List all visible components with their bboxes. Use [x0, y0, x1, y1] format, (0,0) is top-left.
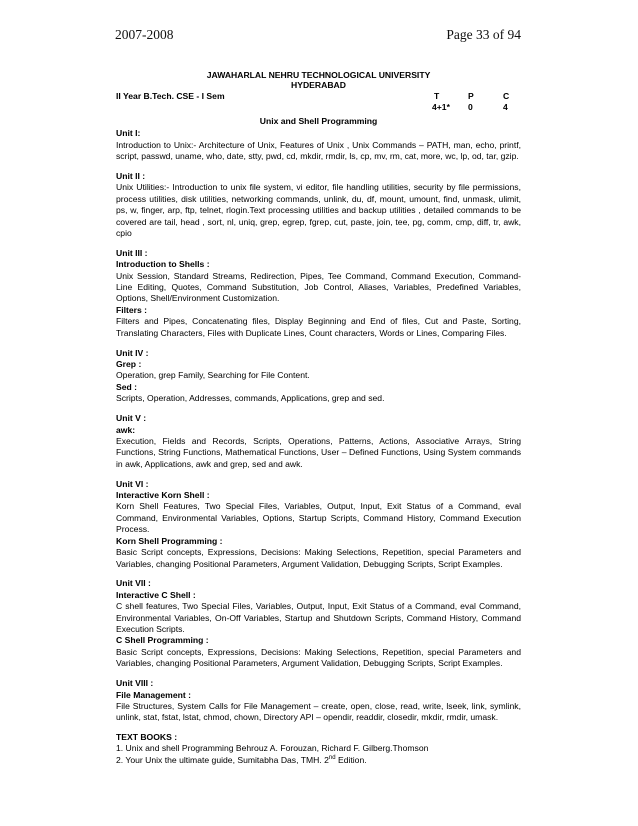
- unit-subheading: Interactive C Shell :: [116, 589, 196, 600]
- unit-title: Unit II :: [116, 170, 146, 181]
- unit-body: Korn Shell Features, Two Special Files, Variables, Output, Input, Exit Status of a Command, eval Command, Environmental Variables, Options, Startup Scripts, Command History, Command Execution Process.: [116, 501, 521, 535]
- textbooks-title: TEXT BOOKS :: [116, 731, 178, 742]
- unit-body: Scripts, Operation, Addresses, commands, Applications, grep and sed.: [116, 393, 385, 404]
- unit-subheading: Grep :: [116, 359, 142, 369]
- unit-subheading: awk:: [116, 424, 136, 435]
- column-p-value: 0: [468, 102, 473, 113]
- unit-body: Unix Session, Standard Streams, Redirection, Pipes, Tee Command, Command Execution, Command-Line Editing, Quotes, Command Substitution, Job Control, Aliases, Variables, Predefined Variables, Options, Shell/Environment Customization.: [116, 270, 521, 304]
- unit-7-section: [116, 578, 521, 669]
- textbook-item-suffix: Edition.: [335, 754, 367, 765]
- unit-title: Unit I:: [116, 128, 141, 139]
- textbooks-section: [116, 732, 521, 766]
- unit-title: Unit VI :: [116, 478, 149, 489]
- unit-2-section: [116, 171, 521, 239]
- unit-4-section: [116, 348, 521, 405]
- column-c-label: C: [503, 91, 510, 101]
- unit-body: Unix Utilities:- Introduction to unix file system, vi editor, file handling utilities, security by file permissions, process utilities, disk utilities, networking commands, unlink, du, df, mount, umount, find, unmask, ulimit, ps, w, finger, arp, ftp, telnet, rlogin.Text processing utilities and backup utilities , detailed commands to be covered are tail, head , sort, nl, uniq, grep, egrep, fgrep, cut, paste, join, tee, pg, comm, cmp, diff, tr, awk, cpio: [116, 182, 521, 238]
- column-t-value: 4+1*: [432, 102, 450, 113]
- textbook-item-text: 2. Your Unix the ultimate guide, Sumitabha Das, TMH. 2: [116, 754, 329, 765]
- textbook-item: 1. Unix and shell Programming Behrouz A. Forouzan, Richard F. Gilberg.Thomson: [116, 743, 429, 754]
- header-year-range: 2007-2008: [115, 27, 174, 42]
- column-c-value: 4: [503, 102, 508, 113]
- column-p-label: P: [468, 91, 474, 101]
- unit-body: Basic Script concepts, Expressions, Decisions: Making Selections, Repetition, special Parameters and Variables, changing Positional Parameters, Argument Validation, Debugging Scripts, Script Examples.: [116, 547, 521, 569]
- university-city: HYDERABAD: [291, 80, 346, 90]
- unit-body: Operation, grep Family, Searching for File Content.: [116, 370, 310, 381]
- unit-subheading: Sed :: [116, 381, 138, 392]
- unit-6-section: [116, 479, 521, 570]
- unit-title: Unit V :: [116, 413, 147, 424]
- university-name: JAWAHARLAL NEHRU TECHNOLOGICAL UNIVERSITY: [206, 70, 431, 80]
- syllabus-content: [116, 70, 521, 766]
- course-info-row: [116, 91, 521, 102]
- unit-title: Unit III :: [116, 247, 148, 258]
- subject-title: Unix and Shell Programming: [259, 115, 378, 126]
- column-t-label: T: [434, 91, 440, 101]
- unit-subheading: Interactive Korn Shell :: [116, 490, 210, 501]
- unit-subheading: C Shell Programming :: [116, 635, 209, 646]
- edition-superscript: nd: [328, 754, 336, 761]
- unit-body: File Structures, System Calls for File Management – create, open, close, read, write, lseek, link, symlink, unlink, stat, fstat, lstat, chmod, chown, Directory API – opendir, readdir, closedir, mkdir, rmdir, umask.: [116, 700, 521, 723]
- course-credits-row: [116, 102, 521, 113]
- unit-subheading: File Management :: [116, 689, 191, 700]
- unit-3-section: [116, 248, 521, 339]
- unit-subheading: Korn Shell Programming :: [116, 535, 223, 546]
- unit-1-section: [116, 128, 521, 162]
- year-semester: II Year B.Tech. CSE - I Sem: [116, 91, 225, 101]
- unit-body: Execution, Fields and Records, Scripts, Operations, Patterns, Actions, Associative Arrays, String Functions, String Functions, Mathematical Functions, User – Defined Functions, Using System commands in awk, Applications, awk and grep, sed and awk.: [116, 435, 521, 469]
- unit-5-section: [116, 413, 521, 470]
- unit-title: Unit VIII :: [116, 678, 154, 689]
- unit-body: Basic Script concepts, Expressions, Decisions: Making Selections, Repetition, special Parameters and Variables, changing Positional Parameters, Argument Validation, Debugging Scripts, Script Examples.: [116, 646, 521, 669]
- unit-body: Filters and Pipes, Concatenating files, Display Beginning and End of files, Cut and Paste, Sorting, Translating Characters, Files with Duplicate Lines, Count characters, Words or Lines, Comparing Files.: [116, 316, 521, 338]
- header-page-number: Page 33 of 94: [446, 27, 521, 42]
- unit-body: C shell features, Two Special Files, Variables, Output, Input, Exit Status of a Command, eval Command, Environmental Variables, On-Off Variables, Startup and Shutdown Scripts, Command History, Command Execution Scripts.: [116, 601, 521, 635]
- unit-subheading: Introduction to Shells :: [116, 259, 210, 270]
- textbook-item: [116, 755, 521, 766]
- unit-subheading: Filters :: [116, 304, 148, 315]
- unit-body: Introduction to Unix:- Architecture of Unix, Features of Unix , Unix Commands – PATH, man, echo, printf, script, passwd, uname, who, date, stty, pwd, cd, mkdir, rmdir, ls, cp, mv, rm, cat, more, wc, lp, od, tar, gzip.: [116, 139, 521, 161]
- unit-title: Unit VII :: [116, 578, 151, 589]
- unit-title: Unit IV :: [116, 347, 149, 358]
- unit-8-section: [116, 678, 521, 724]
